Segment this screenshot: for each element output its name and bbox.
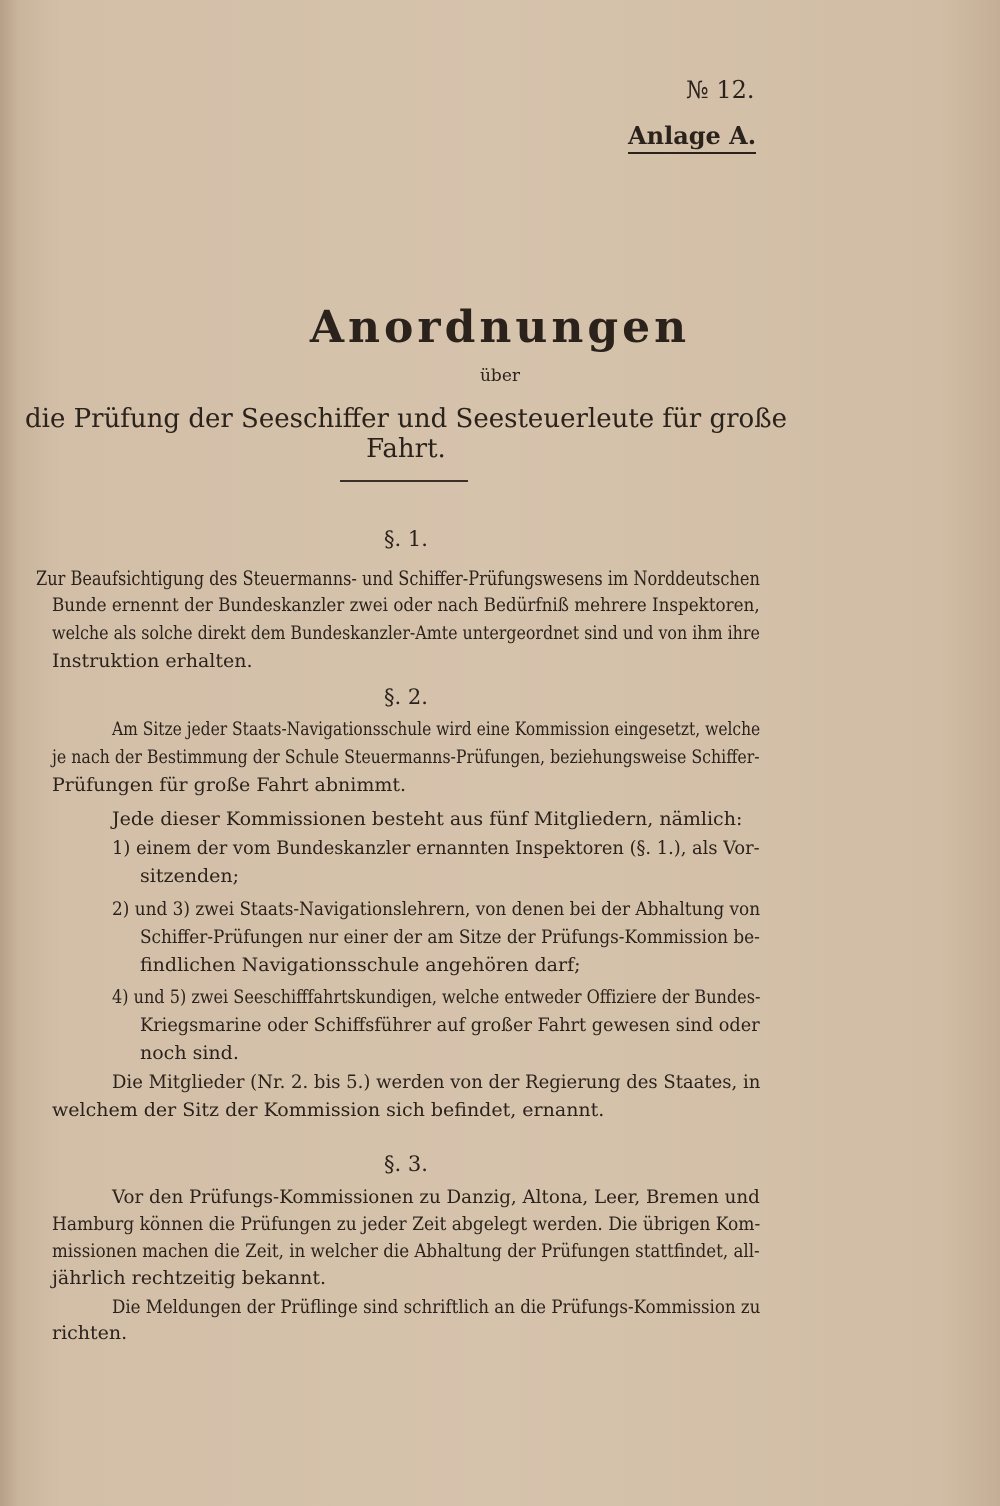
list-item-continuation: Schiffer-Prüfungen nur einer der am Sitze der Prüfungs-Kommission be-	[140, 926, 760, 948]
text-line: richten.	[52, 1322, 128, 1344]
list-item-continuation: sitzenden;	[140, 865, 239, 887]
text-line: Zur Beaufsichtigung des Steuermanns- und Schiffer-Prüfungswesens im Norddeutschen	[36, 566, 760, 590]
section-heading: §. 3.	[384, 1152, 428, 1176]
text-line: jährlich rechtzeitig bekannt.	[52, 1267, 327, 1289]
text-line: Bunde ernennt der Bundeskanzler zwei oder nach Bedürfniß mehrere Inspektoren,	[52, 594, 760, 616]
list-item: 2) und 3) zwei Staats-Navigationslehrern, von denen bei der Abhaltung von	[112, 898, 761, 920]
annex-label: Anlage A.	[628, 121, 756, 154]
list-item: 1) einem der vom Bundeskanzler ernannten Inspektoren (§. 1.), als Vor-	[112, 837, 760, 859]
text-line: Vor den Prüfungs-Kommissionen zu Danzig, Altona, Leer, Bremen und	[112, 1186, 760, 1208]
title-connector: über	[479, 366, 521, 386]
list-item-continuation: noch sind.	[140, 1042, 239, 1064]
text-line: welchem der Sitz der Kommission sich befindet, ernannt.	[52, 1099, 605, 1121]
page-number: № 12.	[686, 76, 755, 104]
section-heading: §. 1.	[384, 527, 428, 551]
text-line: Prüfungen für große Fahrt abnimmt.	[52, 774, 407, 796]
section-heading: §. 2.	[384, 685, 428, 709]
list-item-continuation: findlichen Navigationsschule angehören darf;	[140, 954, 581, 976]
text-line: Die Meldungen der Prüflinge sind schriftlich an die Prüfungs-Kommission zu	[112, 1296, 761, 1318]
text-line: Die Mitglieder (Nr. 2. bis 5.) werden von der Regierung des Staates, in	[112, 1071, 761, 1093]
document-title: Anordnungen	[309, 302, 691, 353]
text-line: Jede dieser Kommissionen besteht aus fünf Mitgliedern, nämlich:	[112, 808, 743, 830]
title-divider	[340, 480, 468, 482]
text-line: missionen machen die Zeit, in welcher die Abhaltung der Prüfungen stattfindet, all-	[52, 1240, 760, 1262]
document-subtitle: die Prüfung der Seeschiffer und Seesteuerleute für große Fahrt.	[25, 404, 787, 464]
list-item: 4) und 5) zwei Seeschifffahrtskundigen, welche entweder Offiziere der Bundes-	[112, 986, 761, 1008]
text-line: Hamburg können die Prüfungen zu jeder Zeit abgelegt werden. Die übrigen Kom-	[52, 1213, 761, 1235]
list-item-continuation: Kriegsmarine oder Schiffsführer auf großer Fahrt gewesen sind oder	[140, 1014, 760, 1036]
text-line: Am Sitze jeder Staats-Navigationsschule wird eine Kommission eingesetzt, welche	[112, 718, 761, 740]
text-line: Instruktion erhalten.	[52, 650, 253, 672]
text-line: je nach der Bestimmung der Schule Steuermanns-Prüfungen, beziehungsweise Schiffer-	[52, 746, 760, 768]
text-line: welche als solche direkt dem Bundeskanzler-Amte untergeordnet sind und von ihm ihre	[52, 622, 760, 644]
